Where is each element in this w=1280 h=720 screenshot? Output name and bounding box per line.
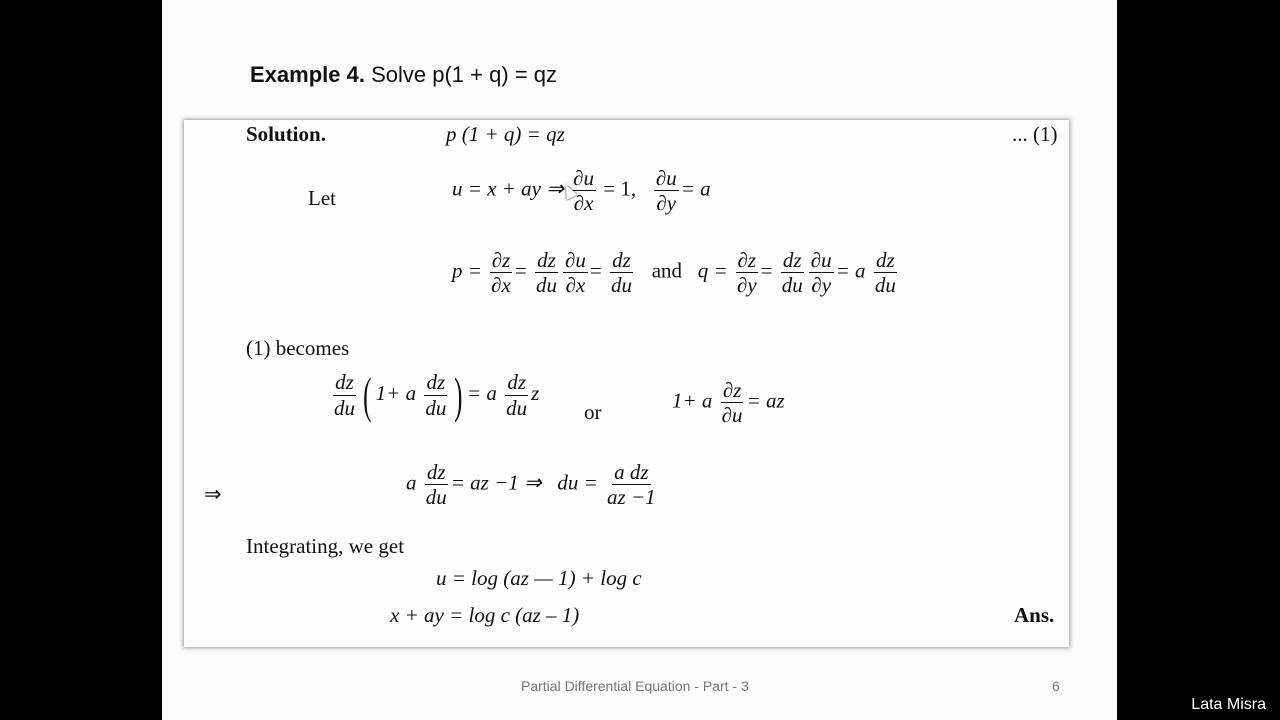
footer-title: Partial Differential Equation - Part - 3	[521, 678, 749, 694]
simplified-equation: 1+ a $\frac{\partial z}{\partial u}$ = az	[672, 378, 785, 428]
p-q-equations: p = $\frac{\partial z}{\partial x}$ = $\frac{dz}{du}$ $\frac{\partial u}{\partial x}$ = $\frac{dz}{du}$ and q = $\frac{\partial z}{\partial y}$ = $\frac{dz}{du}$ $\frac{\partial u}{\partial y}$ = a $\frac{dz}{du}$	[452, 248, 896, 298]
solution-panel	[184, 120, 1069, 647]
final-solution: x + ay = log c (az – 1)	[390, 603, 580, 627]
let-label: Let	[308, 186, 336, 210]
solution-label: Solution.	[246, 122, 326, 146]
implies-arrow: ⇒	[204, 482, 222, 506]
integrated-equation: u = log (az — 1) + log c	[436, 566, 642, 590]
integrating-label: Integrating, we get	[246, 534, 405, 558]
slide-heading	[250, 62, 557, 88]
example-label: Example 4.	[250, 62, 365, 87]
separation-equation: a $\frac{dz}{du}$ = az −1 ⇒ du = $\frac{\text{a dz}}{az -1}$	[406, 460, 656, 510]
substituted-equation: $\frac{dz}{du}$ ( 1+ a $\frac{dz}{du}$ ) = a $\frac{dz}{du}$ z	[334, 367, 540, 423]
slide	[162, 0, 1117, 720]
problem-statement: Solve p(1 + q) = qz	[364, 62, 557, 87]
presenter-name: Lata Misra	[1191, 696, 1266, 713]
answer-label: Ans.	[1014, 603, 1055, 627]
let-equation: u = x + ay ⇒ $\frac{\partial u}{\partial x}$ = 1, $\frac{\partial u}{\partial y}$ = a	[452, 166, 711, 216]
becomes-label: (1) becomes	[246, 336, 350, 360]
equation-tag: ... (1)	[1012, 122, 1058, 146]
or-word: or	[584, 400, 602, 424]
equation-1: p (1 + q) = qz	[446, 122, 565, 146]
page-number: 6	[1052, 678, 1060, 694]
